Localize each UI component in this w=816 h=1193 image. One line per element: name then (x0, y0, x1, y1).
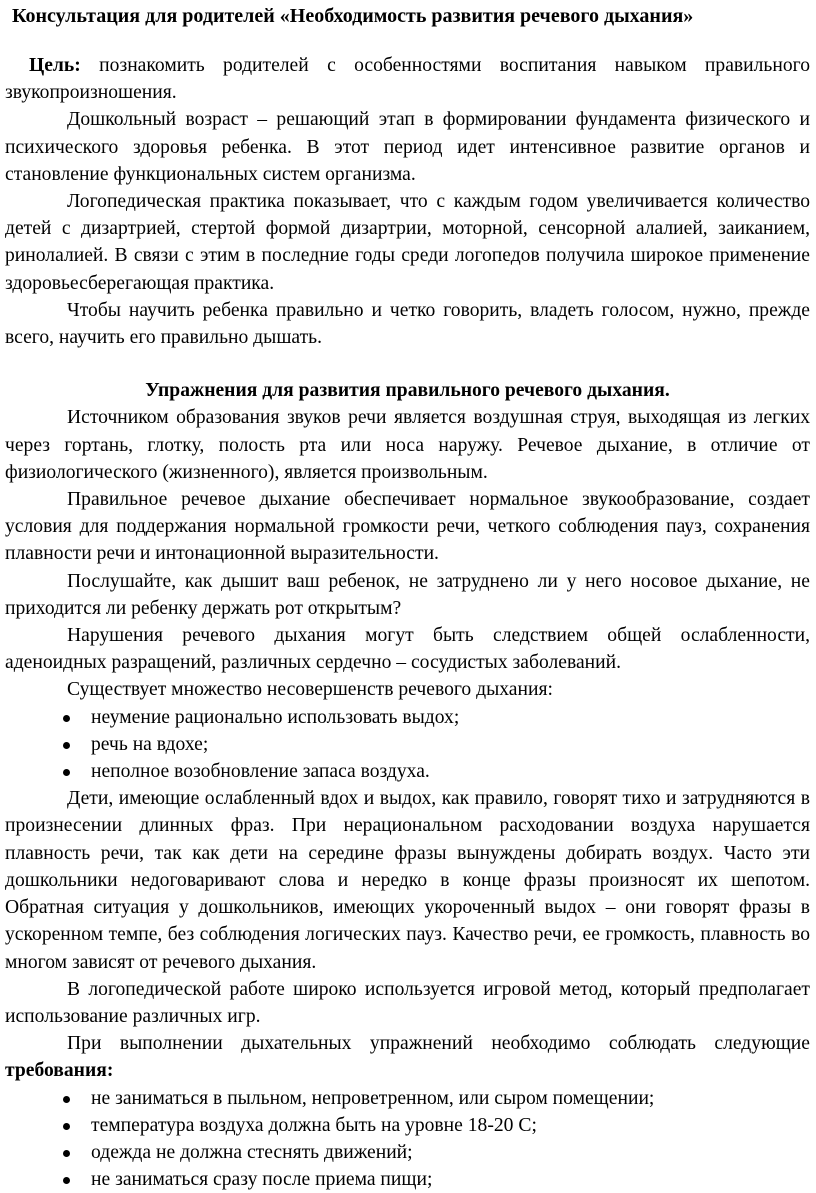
imperfections-list (5, 704, 810, 786)
after-paragraph-1: Дети, имеющие ослабленный вдох и выдох, как правило, говорят тихо и затрудняются в произнесении длинных фраз. При нерациональном расходовании воздуха нарушается плавность речи, так как дети на середине фразы вынуждены добирать воздух. Часто эти дошкольники недоговаривают слова и нередко в конце фразы произносят их шепотом. Обратная ситуация у дошкольников, имеющих укороченный выдох – они говорят фразы в ускоренном темпе, без соблюдения логических пауз. Качество речи, ее громкость, плавность во многом зависят от речевого дыхания. (5, 788, 810, 973)
section-paragraph-2: Правильное речевое дыхание обеспечивает нормальное звукообразование, создает условия для поддержания нормальной громкости речи, четкого соблюдения пауз, сохранения плавности речи и интонационной выразительности. (5, 489, 810, 565)
requirements-intro: При выполнении дыхательных упражнений необходимо соблюдать следующие (67, 1033, 810, 1055)
section-paragraph-4: Нарушения речевого дыхания могут быть следствием общей ослабленности, аденоидных разращений, различных сердечно – сосудистых заболеваний. (5, 625, 810, 674)
goal-label: Цель: (29, 55, 81, 76)
document-title: Консультация для родителей «Необходимость развития речевого дыхания» (12, 5, 694, 27)
goal-text: познакомить родителей с особенностями воспитания навыком правильного звукопроизношения. (5, 55, 810, 104)
requirements-label: требования: (5, 1060, 114, 1082)
intro-paragraph-1: Дошкольный возраст – решающий этап в формировании фундамента физического и психического здоровья ребенка. В этот период идет интенсивное развитие органов и становление функциональных систем организма. (5, 109, 810, 185)
list-item: неумение рационально использовать выдох; (5, 704, 810, 731)
requirements-intro-paragraph (5, 1030, 810, 1084)
section-paragraph-5: Существует множество несовершенств речевого дыхания: (67, 679, 553, 701)
list-item: не заниматься сразу после приема пищи; (5, 1166, 810, 1193)
list-item: одежда не должна стеснять движений; (5, 1139, 810, 1166)
goal-paragraph (5, 52, 810, 106)
list-item: температура воздуха должна быть на уровне 18-20 С; (5, 1112, 810, 1139)
list-item: неполное возобновление запаса воздуха. (5, 758, 810, 785)
section-paragraph-3: Послушайте, как дышит ваш ребенок, не затруднено ли у него носовое дыхание, не приходится ли ребенку держать рот открытым? (5, 570, 810, 619)
requirements-list (5, 1085, 810, 1193)
list-item: речь на вдохе; (5, 731, 810, 758)
list-item: не заниматься в пыльном, непроветренном, или сыром помещении; (5, 1085, 810, 1112)
intro-paragraph-2: Логопедическая практика показывает, что с каждым годом увеличивается количество детей с дизартрией, стертой формой дизартрии, моторной, сенсорной алалией, заиканием, ринолалией. В связи с этим в последние годы среди логопедов получила широкое применение здоровьесберегающая практика. (5, 191, 810, 294)
section-paragraph-1: Источником образования звуков речи является воздушная струя, выходящая из легких через гортань, глотку, полость рта или носа наружу. Речевое дыхание, в отличие от физиологического (жизненного), является произвольным. (5, 407, 810, 483)
intro-paragraph-3: Чтобы научить ребенка правильно и четко говорить, владеть голосом, нужно, прежде всего, научить его правильно дышать. (5, 299, 810, 349)
section-heading: Упражнения для развития правильного речевого дыхания. (145, 380, 670, 402)
goal-spacer (81, 55, 99, 76)
after-paragraph-2: В логопедической работе широко используется игровой метод, который предполагает использование различных игр. (5, 978, 810, 1027)
